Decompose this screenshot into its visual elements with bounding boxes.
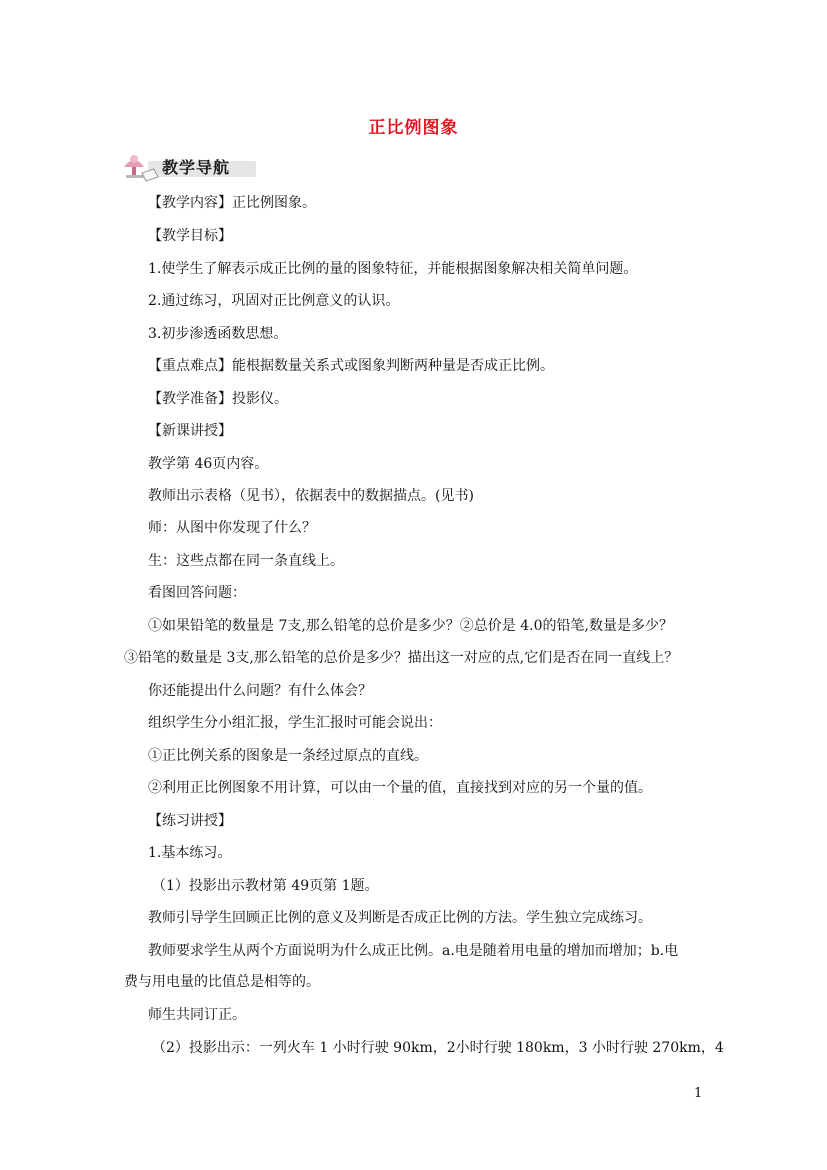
lesson-text-line: ③铅笔的数量是 3支,那么铅笔的总价是多少？描出这一对应的点,它们是否在同一直线上？ bbox=[124, 650, 679, 666]
goal-item-2: 2.通过练习，巩固对正比例意义的认识。 bbox=[148, 293, 400, 309]
key-points-line: 【重点难点】能根据数量关系式或图象判断两种量是否成正比例。 bbox=[148, 358, 554, 374]
lesson-text-line: 师：从图中你发现了什么？ bbox=[148, 520, 316, 536]
practice-text-line: （2）投影出示：一列火车 1 小时行驶 90km，2小时行驶 180km，3 小时行驶 270km，4 bbox=[152, 1040, 724, 1056]
lesson-text-line: ①正比例关系的图象是一条经过原点的直线。 bbox=[148, 748, 428, 764]
practice-text-line: 费与用电量的比值总是相等的。 bbox=[124, 974, 320, 990]
teaching-nav-banner bbox=[118, 145, 258, 185]
practice-text-line: 1.基本练习。 bbox=[148, 845, 232, 861]
teaching-content-line: 【教学内容】正比例图象。 bbox=[148, 195, 316, 211]
teaching-goal-heading: 【教学目标】 bbox=[148, 228, 232, 244]
lesson-text-line: ②利用正比例图象不用计算，可以由一个量的值，直接找到对应的另一个量的值。 bbox=[148, 780, 652, 796]
page-title: 正比例图象 bbox=[368, 118, 459, 138]
goal-item-1: 1.使学生了解表示成正比例的量的图象特征，并能根据图象解决相关简单问题。 bbox=[148, 261, 638, 277]
lesson-text-line: 你还能提出什么问题？有什么体会？ bbox=[148, 683, 372, 699]
practice-text-line: 教师引导学生回顾正比例的意义及判断是否成正比例的方法。学生独立完成练习。 bbox=[148, 910, 652, 926]
new-lesson-heading: 【新课讲授】 bbox=[148, 423, 232, 439]
lesson-text-line: 看图回答问题： bbox=[148, 585, 246, 601]
lesson-text-line: 教师出示表格（见书），依据表中的数据描点。(见书) bbox=[148, 488, 474, 504]
lesson-text-line: 组织学生分小组汇报，学生汇报时可能会说出： bbox=[148, 715, 442, 731]
lesson-text-line: 教学第 46页内容。 bbox=[148, 456, 269, 472]
lesson-text-line: ①如果铅笔的数量是 7支,那么铅笔的总价是多少？②总价是 4.0的铅笔,数量是多少？ bbox=[148, 618, 673, 634]
lesson-text-line: 生：这些点都在同一条直线上。 bbox=[148, 553, 344, 569]
page-number: 1 bbox=[694, 1086, 703, 1101]
practice-text-line: （1）投影出示教材第 49页第 1题。 bbox=[152, 878, 379, 894]
preparation-line: 【教学准备】投影仪。 bbox=[148, 391, 288, 407]
practice-heading: 【练习讲授】 bbox=[148, 813, 232, 829]
nav-banner-label: 教学导航 bbox=[162, 158, 231, 177]
practice-text-line: 师生共同订正。 bbox=[148, 1007, 246, 1023]
practice-text-line: 教师要求学生从两个方面说明为什么成正比例。a.电是随着用电量的增加而增加；b.电 bbox=[148, 943, 679, 959]
goal-item-3: 3.初步渗透函数思想。 bbox=[148, 326, 288, 342]
